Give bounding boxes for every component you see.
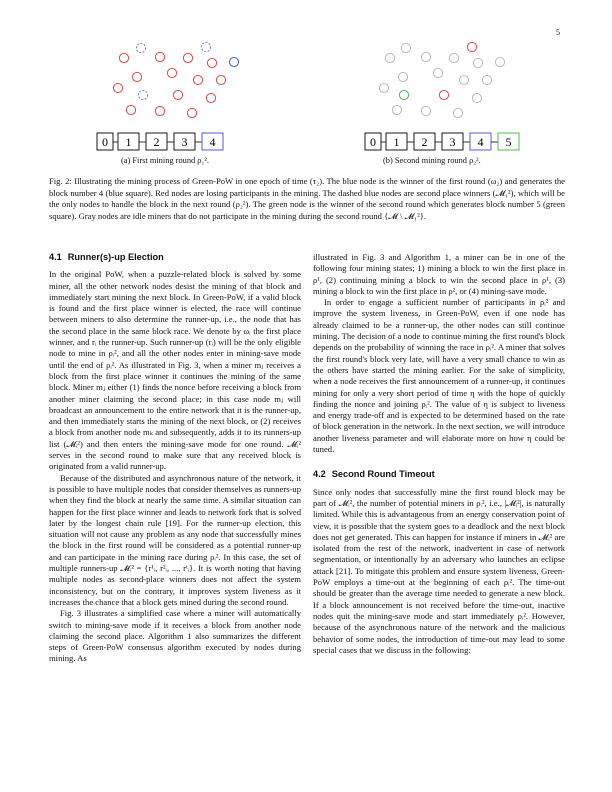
section-heading-4-2: [313, 469, 565, 480]
gray-node: [398, 72, 407, 81]
red-node: [119, 53, 128, 62]
block-label: 4: [477, 135, 484, 149]
paragraph: Since only nodes that successfully mine the first round block may be part of 𝓜ᵢ², the number of potential miners in ρᵢ², i.e., |𝓜ᵢ²|, is naturally limited. While this is advantageous from an energy conservation point of view, it is possible that the system goes to a deadlock and the next block does not get generated. This can happen for instance if miners in 𝓜ᵢ² are isolated from the rest of the network, inadvertent in case of network segmentation, or intentionally by an adversary who launches an eclipse attack [21]. To mitigate this problem and ensure system liveness, Green-PoW employs a time-out at the beginning of each ρᵢ². The time-out should be greater than the average time needed to generate a new block. If a block announcement is not received before the time-out, inactive nodes quit the mining-save mode and start immediately ρᵢ². However, because of the asynchronous nature of the network and the malicious behavior of some nodes, the introduction of time-out may lead to some special cases that we discuss in the following:: [313, 486, 565, 655]
right-column: [313, 252, 565, 656]
gray-node: [472, 93, 481, 102]
red-node: [132, 72, 141, 81]
gray-node: [385, 53, 394, 62]
gray-node: [482, 75, 491, 84]
left-column: [49, 252, 301, 665]
figure-2a-diagram: [94, 34, 254, 159]
paragraph: Fig. 3 illustrates a simplified case where a miner will automatically switch to mining-save mode if it receives a block from another node claiming the second place. Algorithm 1 also summarizes the different steps of Green-PoW consensus algorithm executed by nodes during mining. As: [49, 608, 301, 664]
page-number: 5: [556, 28, 560, 37]
block-label: 1: [125, 135, 132, 149]
gray-node: [459, 75, 468, 84]
block-label: 2: [153, 135, 160, 149]
figure-2b: [362, 34, 532, 159]
gray-node: [449, 53, 458, 62]
red-node: [207, 58, 216, 67]
paragraph: In the original PoW, when a puzzle-related block is solved by some miner, all the other network nodes desist the mining of that block and immediately start mining the next block. In Green-PoW, if a valid block is found and the first place winner is elected, the race will continue between miners to also determine the runner-up, i.e., the node that has the second place in the same block race. We denote by ωᵢ the first place winner, and rᵢ the runner-up. Such runner-up (rᵢ) will be the only eligible node to mine in ρᵢ², and all the other nodes enter in mining-save mode until the end of ρᵢ². As illustrated in Fig. 3, when a miner mⱼ receives a block from the first place winner it continues the mining of the same block. Miner mⱼ either (1) finds the nonce before receiving a block from another miner claiming the second place; in this case node mⱼ will broadcast an announcement to the entire network that it is the runner-up, and then immediately starts the mining of the next block, or (2) receives a block from another node mₖ and subsequently, adds it to its runners-up list (𝓜ᵢ²) and then enters the mining-save mode for one round. 𝓜ᵢ² serves in the second round to make sure that any received block is originated from a valid runner-up.: [49, 269, 301, 472]
block-label: 5: [505, 135, 512, 149]
gray-node: [379, 83, 388, 92]
gray-node: [495, 57, 504, 66]
red-node: [126, 105, 135, 114]
red-node: [113, 83, 122, 92]
green-winner-node: [399, 90, 408, 99]
red-node: [216, 75, 225, 84]
section-number: 4.1: [49, 252, 62, 262]
gray-node: [392, 105, 401, 114]
red-node: [155, 106, 164, 115]
paragraph: illustrated in Fig. 3 and Algorithm 1, a miner can be in one of the following four mining states; 1) mining a block to win the first place in ρ¹, (2) continuing mining a block to win the second place in ρ¹, (3) mining a block to win the first place in ρ², or (4) mining-save mode.: [313, 252, 565, 296]
figure-2b-diagram: [362, 34, 532, 159]
section-number: 4.2: [313, 469, 326, 480]
figure-caption: Fig. 2: Illustrating the mining process of Green-PoW in one epoch of time (τ₂). The blue node is the winner of the first round (ω₂) and generates the block number 4 (blue square). Red nodes are losing participants in the mining. The dashed blue nodes are second place winners (𝓜₁²), which will be the only nodes to handle the block in the next round (ρ₂²). The green node is the winner of the second round which generates block number 5 (green square). Gray nodes are idle miners that do not participate in the mining during the second round {𝓜 \ 𝓜₁²}.: [49, 176, 565, 222]
red-node: [167, 68, 176, 77]
red-node: [206, 93, 215, 102]
section-title: Second Round Timeout: [331, 469, 435, 480]
red-node: [439, 90, 448, 99]
block-label: 0: [370, 135, 376, 149]
subcaption-a: (a) First mining round ρ₁².: [121, 156, 210, 165]
red-node: [173, 90, 182, 99]
dashed-blue-node: [138, 90, 147, 99]
gray-node: [421, 52, 430, 61]
paragraph: In order to engage a sufficient number of participants in ρᵢ² and improve the system liveness, in Green-PoW, even if one node has already claimed to be a runner-up, the other nodes can still continue mining. The decision of a node to continue mining the first round's block depends on the probability of winning the race in ρᵢ². A miner that solves the first round's block very late, will have a very small chance to win as the others have started the mining earlier. For the sake of simplicity, when a node receives the first announcement of a runner-up, it continues mining for only a very short period of time η with the hope of quickly finding the nonce and joining ρᵢ². The value of η is subject to liveness and energy trade-off and is expected to be determined based on the rate of block generation in the network. In the next section, we will introduce another liveness parameter and will elaborate more on how η could be tuned.: [313, 297, 565, 455]
subcaption-b: (b) Second mining round ρ₂².: [383, 156, 481, 165]
gray-node: [453, 108, 462, 117]
gray-node: [401, 43, 410, 52]
red-node: [467, 42, 476, 51]
red-node: [183, 53, 192, 62]
dashed-blue-node: [136, 43, 145, 52]
figure-2a: [94, 34, 254, 159]
block-label: 4: [209, 135, 216, 149]
block-label: 1: [393, 135, 400, 149]
block-label: 2: [421, 135, 428, 149]
dashed-blue-node: [201, 42, 210, 51]
gray-node: [421, 106, 430, 115]
block-label: 3: [181, 135, 188, 149]
blue-winner-node: [229, 57, 238, 66]
section-heading-4-1: [49, 252, 301, 263]
red-node: [155, 52, 164, 61]
section-title: Runner(s)-up Election: [67, 252, 164, 262]
red-node: [193, 75, 202, 84]
gray-node: [473, 58, 482, 67]
red-node: [187, 108, 196, 117]
paragraph: Because of the distributed and asynchronous nature of the network, it is possible to have multiple nodes that consider themselves as runners-up when they find the block at nearly the same time. A similar situation can happen for the first place winner and leads to network fork that is solved later by the longest chain rule [19]. For the runner-up election, this situation will not cause any problem as any node that successfully mines the block in the first round will be considered as a potential runner-up and can participate in the mining race during ρᵢ². In this case, the set of multiple runners-up 𝓜ᵢ² = {r¹ᵢ, r²ᵢ, ..., rᵗᵢ}. It is worth noting that having multiple nodes as second-place winners does not affect the system inconsistency, but on the contrary, it improves system liveness as it increases the chance that a block gets mined during the second round.: [49, 472, 301, 607]
gray-node: [433, 68, 442, 77]
block-label: 0: [102, 135, 108, 149]
block-label: 3: [449, 135, 456, 149]
